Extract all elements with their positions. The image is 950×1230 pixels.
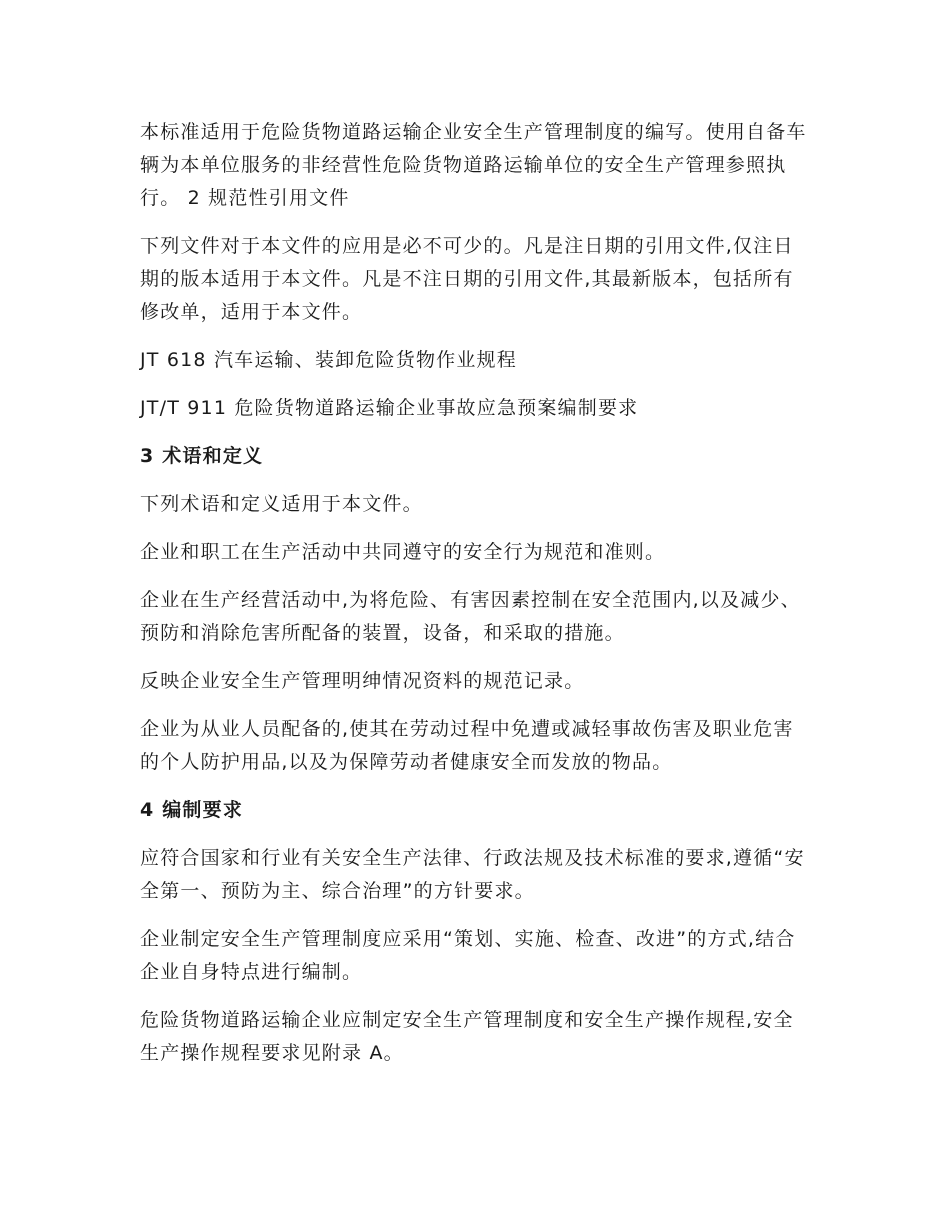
paragraph-requirement-procedures: 危险货物道路运输企业应制定安全生产管理制度和安全生产操作规程,安全生产操作规程要求见附录 A。 [140,1009,794,1064]
paragraph-definition-facilities: 企业在生产经营活动中,为将危险、有害因素控制在安全范围内,以及减少、预防和消除危害所配备的装置，设备，和采取的措施。 [140,589,801,644]
reference-jt-t-911: JT/T 911 危险货物道路运输企业事故应急预案编制要求 [140,397,639,419]
paragraph-definition-records: 反映企业安全生产管理明绅情况资料的规范记录。 [140,670,585,692]
paragraph-terms-intro: 下列术语和定义适用于本文件。 [140,493,423,515]
section-heading-terms-definitions: 3 术语和定义 [140,445,264,467]
document-body [140,116,812,1085]
paragraph-requirement-laws: 应符合国家和行业有关安全生产法律、行政法规及技术标准的要求,遵循“安全第一、预防为主、综合治理”的方针要求。 [140,847,805,902]
section-heading-compilation-requirements: 4 编制要求 [140,799,244,821]
paragraph-requirement-pdca: 企业制定安全生产管理制度应采用“策划、实施、检查、改进”的方式,结合企业自身特点进行编制。 [140,928,796,983]
reference-jt-618: JT 618 汽车运输、装卸危险货物作业规程 [140,349,517,371]
paragraph-definition-rules: 企业和职工在生产活动中共同遵守的安全行为规范和准则。 [140,541,666,563]
paragraph-normative-references: 下列文件对于本文件的应用是必不可少的。凡是注日期的引用文件,仅注日期的版本适用于本文件。凡是不注日期的引用文件,其最新版本，包括所有修改单，适用于本文件。 [140,235,794,323]
paragraph-definition-protective-equipment: 企业为从业人员配备的,使其在劳动过程中免遭或减轻事故伤害及职业危害的个人防护用品,以及为保障劳动者健康安全而发放的物品。 [140,718,794,773]
paragraph-scope: 本标准适用于危险货物道路运输企业安全生产管理制度的编写。使用自备车辆为本单位服务的非经营性危险货物道路运输单位的安全生产管理参照执行。 2 规范性引用文件 [140,121,807,209]
